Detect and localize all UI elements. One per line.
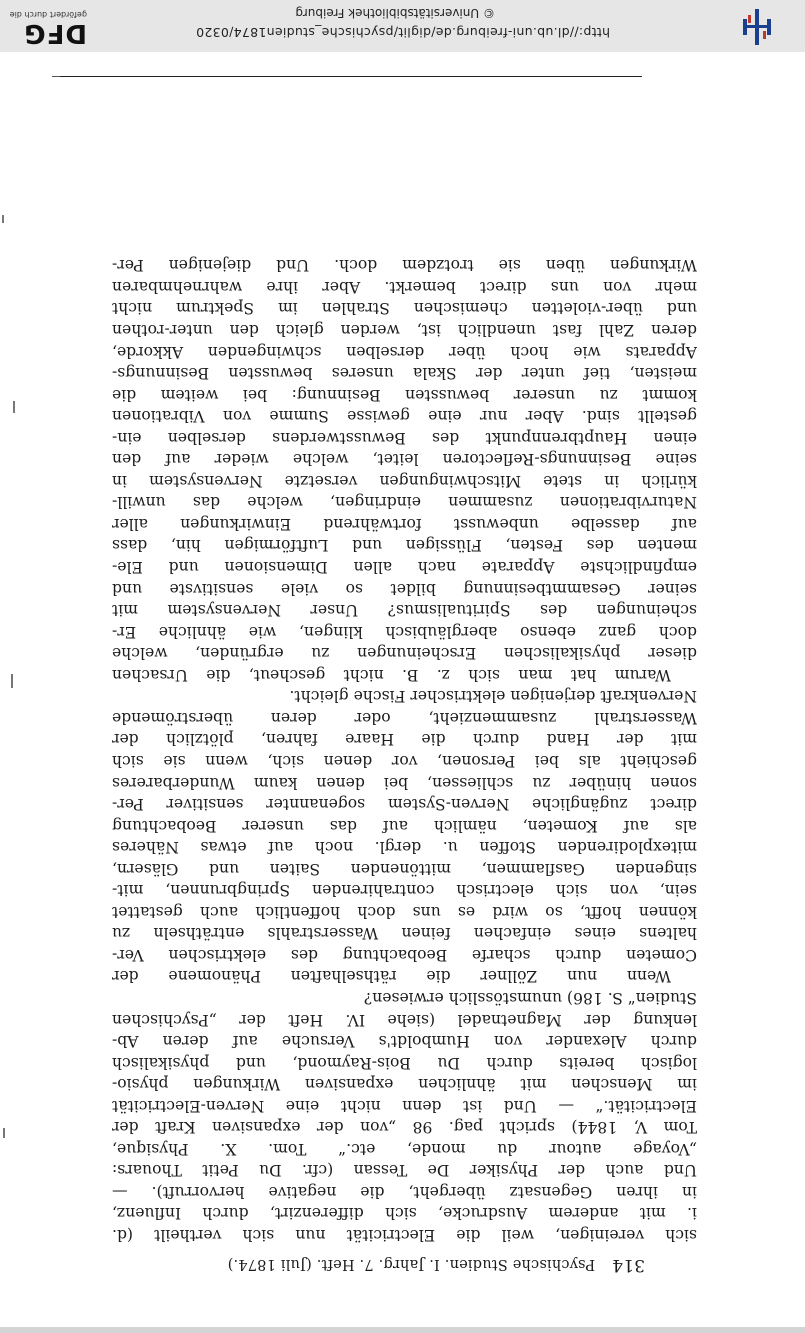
text-line: seine Besinnungs-Reflectoren leitet, welche wieder auf den bbox=[112, 450, 697, 469]
body-text bbox=[112, 254, 697, 1245]
text-line: Wirkungen üben sie trotzdem doch. Und diejenigen Per- bbox=[112, 256, 697, 275]
text-line: kürlich in stete Mitschwingungen versetzte Nervensystem in bbox=[112, 471, 697, 490]
page-number: 314 bbox=[611, 1255, 645, 1275]
text-line: Warum hat man sich z. B. nicht gescheut, die Ursachen bbox=[112, 665, 671, 684]
text-line: einen Hauptbrennpunkt des Bewusstwerdens derselben ein- bbox=[112, 428, 697, 447]
text-line: scheinungen des Spiritualismus? Unser Nervensystem mit bbox=[112, 601, 697, 620]
dfg-logo-text: DFG bbox=[23, 18, 87, 48]
text-line: Wasserstrahl zusammenzieht, oder deren überströmende bbox=[112, 708, 697, 727]
bottom-rule bbox=[60, 76, 642, 77]
text-line: sonen hinüber zu schliessen, bei denen kaum Wunderbareres bbox=[112, 773, 697, 792]
text-line: lenkung der Magnetnadel (siehe IV. Heft der „Psychischen bbox=[112, 1010, 697, 1029]
margin-mark bbox=[3, 1128, 5, 1138]
text-line: dieser physikalischen Erscheinungen zu ergründen, welche bbox=[112, 644, 697, 663]
text-line: „Voyage autour du monde, etc.“ Tom. X. Physique, bbox=[112, 1139, 697, 1158]
running-title: Psychische Studien. I. Jahrg. 7. Heft. (Juli 1874.) bbox=[227, 1256, 596, 1272]
repository-copyright: © Universitätsbibliothek Freiburg bbox=[295, 6, 495, 20]
text-line: mit der Hand durch die Haare fahren, plötzlich der bbox=[112, 730, 697, 749]
text-line: durch Alexander von Humboldt's Versuche auf deren Ab- bbox=[112, 1032, 697, 1051]
dfg-logo bbox=[7, 7, 87, 47]
text-line: mehr von uns direct bemerkt. Aber ihre wahrnehmbaren bbox=[112, 277, 697, 296]
text-line: i. mit anderem Ausdrucke, sich differenzirt, durch Influenz, bbox=[112, 1204, 697, 1223]
text-line: gestellt sind. Aber nur eine gewisse Summe von Vibrationen bbox=[112, 407, 697, 426]
running-header bbox=[125, 1255, 645, 1275]
text-line: kommt zu unserer bewussten Besinnung: bei weitem die bbox=[112, 385, 697, 404]
dfg-caption: gefördert durch die bbox=[9, 10, 87, 19]
text-line: Nervenkraft derjenigen elektrischer Fische gleicht. bbox=[289, 687, 697, 706]
text-line: deren Zahl fast unendlich ist, werden gleich den unter-rothen bbox=[112, 321, 697, 340]
margin-mark bbox=[11, 674, 13, 688]
text-line: Tom V, 1844) spricht pag. 98 „von der expansiven Kraft der bbox=[112, 1118, 697, 1137]
bottom-rule-tick bbox=[52, 76, 60, 77]
text-line: geschieht als bei Personen, vor denen sich, wenn sie sich bbox=[112, 751, 697, 770]
text-line: menten des Festen, Flüssigen und Luftförmigen hin, dass bbox=[112, 536, 697, 555]
text-line: Naturvibrationen zusammen eindringen, welche das unwill- bbox=[112, 493, 697, 512]
text-line: Studien“ S. 186) unumstösslich erwiesen? bbox=[363, 988, 697, 1007]
text-line: meisten, tief unter der Skala unseres bewussten Besinnungs- bbox=[112, 364, 697, 383]
text-line: Electricität.“ — Und ist denn nicht eine Nerven-Electricität bbox=[112, 1096, 697, 1115]
text-line: haltens eines einfachen feinen Wasserstrahls enträthseln zu bbox=[112, 924, 697, 943]
text-line: sich vereinigen, weil die Electricität nun sich vertheilt (d. bbox=[112, 1226, 697, 1244]
text-line: und über-violetten chemischen Strahlen im Spektrum nicht bbox=[112, 299, 697, 318]
text-line: können hofft, so wird es uns doch hoffentlich auch gestattet bbox=[112, 902, 697, 921]
text-line: seiner Gesammtbesinnung bildet so viele sensitivste und bbox=[112, 579, 697, 598]
ub-freiburg-logo-icon bbox=[737, 7, 777, 47]
margin-mark bbox=[2, 215, 4, 223]
text-line: als auf Kometen, nämlich auf das unserer Beobachtung bbox=[112, 816, 697, 835]
text-line: Cometen durch scharfe Beobachtung des elektrischen Ver- bbox=[112, 945, 697, 964]
text-line: direct zugängliche Nerven-System sogenannter sensitiver Per- bbox=[112, 795, 697, 814]
text-line: singenden Gasflammen, mittönenden Saiten und Gläsern, bbox=[112, 859, 697, 878]
text-line: Apparats wie hoch über derselben schwingenden Akkorde, bbox=[112, 342, 697, 361]
margin-mark bbox=[13, 401, 15, 413]
text-line: Wenn nun Zöllner die räthselhaften Phänomene der bbox=[112, 967, 671, 986]
text-line: mitexplodirenden Stoffen u. dergl. noch auf etwas Näheres bbox=[112, 838, 697, 857]
text-line: im Menschen mit ähnlichen expansiven Wirkungen physio- bbox=[112, 1075, 697, 1094]
text-line: Und auch der Physiker De Tessan (cfr. Du Petit Thouars: bbox=[112, 1161, 697, 1180]
text-line: doch ganz ebenso abergläubisch klingen, wie ähnliche Er- bbox=[112, 622, 697, 641]
text-line: logisch bereits durch Du Bois-Raymond, und physikalisch bbox=[112, 1053, 697, 1072]
repository-url[interactable]: http://dl.ub.uni-freiburg.de/diglit/psychische_studien1874/0320 bbox=[195, 25, 610, 40]
text-line: auf dasselbe unbewusst fortwährend Einwirkungen aller bbox=[112, 514, 697, 533]
text-line: sein, von sich electrisch contrahirenden Springbrunnen, mit- bbox=[112, 881, 697, 900]
bottom-strip bbox=[0, 1327, 805, 1333]
text-line: in ihren Gegensatz übergeht, die negative hervorruft). — bbox=[112, 1182, 697, 1201]
text-line: empfindlichste Apparate nach allen Dimensionen und Ele- bbox=[112, 558, 697, 577]
